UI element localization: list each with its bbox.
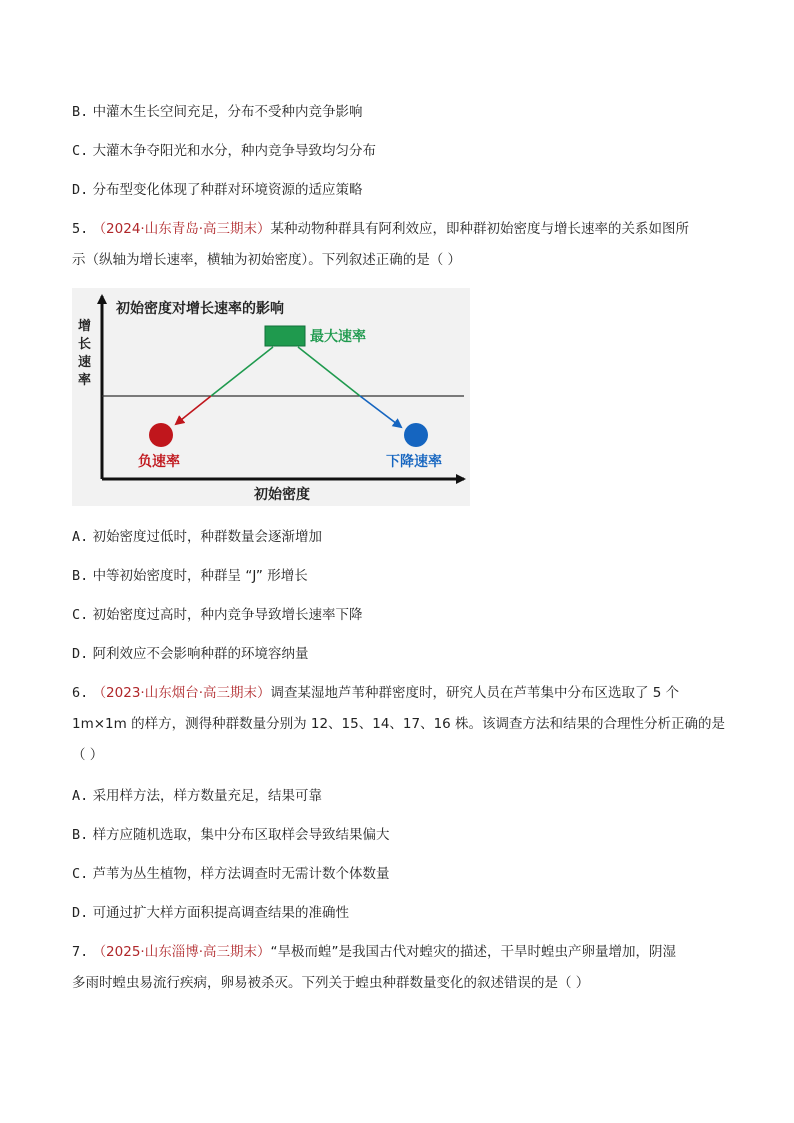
option-letter: C. [72,143,89,159]
option-letter: C. [72,607,89,623]
question-stem: （ ） [72,747,104,763]
option-letter: B. [72,568,89,584]
max-rate-label: 最大速率 [310,329,366,345]
option-letter: D. [72,905,89,921]
q6-option-c [72,864,390,884]
q4-option-d [72,180,363,200]
option-letter: D. [72,646,89,662]
q5-stem-line1 [72,219,689,239]
question-stem: 示（纵轴为增长速率，横轴为初始密度）。下列叙述正确的是（ ） [72,252,462,268]
option-letter: A. [72,529,89,545]
max-rate-box [265,326,305,346]
q6-stem-line1 [72,683,679,703]
question-stem: 某种动物种群具有阿利效应，即种群初始密度与增长速率的关系如图所 [270,221,690,237]
option-text: 初始密度过高时，种内竞争导致增长速率下降 [92,607,363,623]
q6-option-a [72,786,322,806]
option-letter: B. [72,104,89,120]
diagram-background [72,288,470,506]
y-axis-label-char: 长 [78,337,92,352]
q5-option-c [72,605,363,625]
option-text: 中灌木生长空间充足，分布不受种内竞争影响 [92,104,363,120]
y-axis-label-char: 速 [78,355,92,370]
option-text: 样方应随机选取，集中分布区取样会导致结果偏大 [92,827,390,843]
y-axis-label-char: 增 [78,319,92,334]
option-text: 初始密度过低时，种群数量会逐渐增加 [92,529,323,545]
option-text: 大灌木争夺阳光和水分，种内竞争导致均匀分布 [92,143,377,159]
question-source: （2024·山东青岛·高三期末） [92,221,271,237]
q6-option-b [72,825,390,845]
y-axis-label-char: 率 [78,373,92,388]
decline-rate-dot [404,423,428,447]
q4-option-c [72,141,376,161]
option-text: 分布型变化体现了种群对环境资源的适应策略 [92,182,363,198]
q6-option-d [72,903,349,923]
q5-option-d [72,644,309,664]
negative-rate-dot [149,423,173,447]
question-stem: 多雨时蝗虫易流行疾病，卵易被杀灭。下列关于蝗虫种群数量变化的叙述错误的是（ ） [72,975,590,991]
option-letter: B. [72,827,89,843]
option-letter: A. [72,788,89,804]
option-letter: D. [72,182,89,198]
decline-rate-label: 下降速率 [386,454,442,470]
option-text: 可通过扩大样方面积提高调查结果的准确性 [92,905,350,921]
question-source: （2025·山东淄博·高三期末） [92,944,271,960]
q7-stem-line1 [72,942,676,962]
question-stem: 1m×1m 的样方，测得种群数量分别为 12、15、14、17、16 株。该调查方法和结果的合理性分析正确的是 [72,716,726,732]
question-number: 7. [72,944,89,960]
x-axis-label: 初始密度 [254,487,310,503]
diagram-title: 初始密度对增长速率的影响 [116,301,284,317]
option-text: 芦苇为丛生植物，样方法调查时无需计数个体数量 [92,866,390,882]
q7-stem-line2 [72,973,589,993]
q5-stem-line2 [72,250,461,270]
option-text: 中等初始密度时，种群呈 “J” 形增长 [92,568,308,584]
q5-option-b [72,566,308,586]
question-source: （2023·山东烟台·高三期末） [92,685,271,701]
question-stem: “旱极而蝗”是我国古代对蝗灾的描述，干旱时蝗虫产卵量增加，阴湿 [270,944,677,960]
q6-stem-line3 [72,745,103,765]
option-letter: C. [72,866,89,882]
option-text: 采用样方法，样方数量充足，结果可靠 [92,788,323,804]
allee-effect-diagram [72,288,470,506]
question-stem: 调查某湿地芦苇种群密度时，研究人员在芦苇集中分布区选取了 5 个 [270,685,680,701]
q6-stem-line2 [72,714,725,734]
question-number: 6. [72,685,89,701]
negative-rate-label: 负速率 [138,454,180,470]
option-text: 阿利效应不会影响种群的环境容纳量 [92,646,309,662]
q5-option-a [72,527,322,547]
q4-option-b [72,102,363,122]
question-number: 5. [72,221,89,237]
